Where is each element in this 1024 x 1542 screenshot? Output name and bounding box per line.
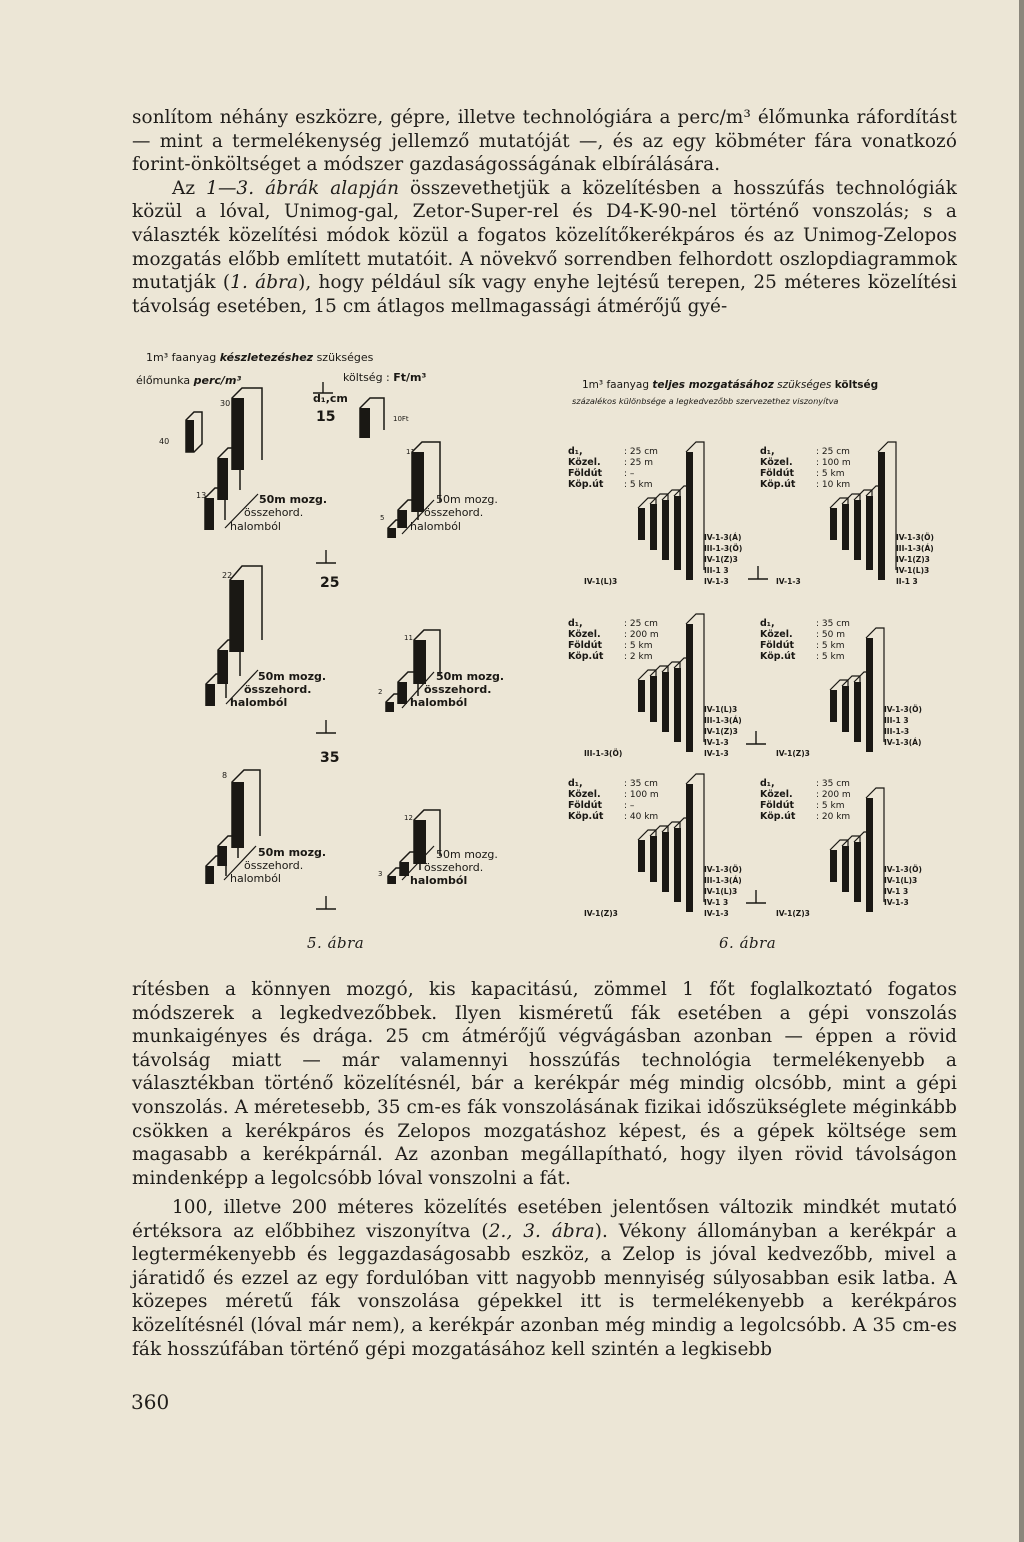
fig6-param-label: Földút [760, 468, 794, 479]
fig6-bar [830, 508, 837, 540]
fig6-param-label: Köp.út [760, 479, 796, 490]
fig6-header-line1: 1m³ faanyag teljes mozgatásához szükséges költség [582, 379, 879, 391]
paragraph-italic: 2., 3. ábra [488, 1220, 595, 1242]
svg-text:11: 11 [404, 634, 413, 642]
fig6-bar-label: IV-1(L)3 [704, 887, 738, 896]
fig5-row1-right-bars [360, 398, 498, 538]
svg-text:összehord.: összehord. [424, 861, 484, 874]
fig6-bar-label: IV-1-3(Ö) [704, 865, 742, 874]
fig6-param-value: : 25 m [624, 458, 653, 468]
fig6-param-label: d₁, [760, 778, 775, 789]
svg-text:22: 22 [222, 571, 233, 580]
fig5-axis-ticks [313, 382, 336, 909]
fig6-param-label: Köp.út [568, 651, 604, 662]
fig6-param-label: Földút [568, 468, 602, 479]
fig6-param-label: Közel. [760, 629, 793, 640]
fig6-panel-6 [760, 778, 922, 918]
fig6-param-label: d₁, [568, 446, 583, 457]
fig6-bar-label: IV-1-3 [704, 909, 729, 918]
fig6-param-value: : 25 cm [624, 619, 658, 629]
svg-text:50m mozg.: 50m mozg. [436, 848, 498, 861]
fig6-bar [830, 690, 837, 722]
fig6-param-value: : 10 km [816, 480, 851, 490]
fig6-bar-label: IV-1(L)3 [884, 876, 918, 885]
fig6-panels [568, 442, 934, 918]
paragraph-text: ), hogy például sík vagy enyhe lejtésű terepen, 25 méteres közelítési távolság esetében, 15 cm átlagos mellmagassági átmérőjű gyé- [132, 272, 958, 317]
fig6-bottom-label: IV-1(Z)3 [776, 909, 810, 918]
fig6-bar-label: IV-1-3(Ö) [884, 865, 922, 874]
svg-text:összehord.: összehord. [244, 859, 304, 872]
fig5-header-cost: költség : Ft/m³ [343, 371, 427, 384]
fig6-param-value: : 200 m [624, 630, 659, 640]
paragraph-italic: 1. ábra [230, 272, 299, 294]
fig6-bar [638, 508, 645, 540]
fig6-bar-label: IV-1-3 [704, 577, 729, 586]
fig6-bar-label: III-1-3(Á) [896, 544, 934, 553]
fig6-param-label: Köp.út [568, 479, 604, 490]
svg-text:12: 12 [404, 814, 413, 822]
fig6-param-value: : – [624, 801, 635, 811]
fig6-param-label: Földút [760, 640, 794, 651]
svg-text:50m mozg.: 50m mozg. [436, 670, 505, 683]
fig6-param-value: : 5 km [816, 801, 845, 811]
fig6-param-value: : 100 m [624, 790, 659, 800]
fig6-bar-label: IV-1-3(Ö) [884, 705, 922, 714]
svg-text:5: 5 [380, 514, 385, 522]
svg-text:50m mozg.: 50m mozg. [258, 670, 327, 683]
fig6-param-label: Közel. [568, 457, 601, 468]
fig6-param-value: : 100 m [816, 458, 851, 468]
fig5-row2-left-bars [206, 566, 326, 709]
fig5-right-axis-label: 10Ft [393, 415, 409, 423]
svg-text:50m mozg.: 50m mozg. [436, 493, 498, 506]
svg-text:összehord.: összehord. [424, 506, 484, 519]
fig6-bar-label: III-1 3 [884, 716, 909, 725]
page-number: 360 [131, 1390, 170, 1414]
fig6-param-label: Közel. [760, 457, 793, 468]
svg-text:halomból: halomból [410, 874, 468, 887]
fig5-row2-right-bars [378, 630, 504, 712]
fig6-param-label: Köp.út [760, 811, 796, 822]
figure-6-caption: 6. ábra [719, 934, 777, 952]
fig6-panel-4 [760, 618, 922, 758]
fig5-header-line2: élőmunka perc/m³ [136, 374, 242, 387]
paragraph-italic: 1—3. ábrák alapján [206, 177, 400, 199]
fig6-bar-label: IV-1 3 [884, 887, 909, 896]
svg-text:13: 13 [196, 491, 207, 500]
fig6-bottom-label: IV-1(Z)3 [776, 749, 810, 758]
fig6-bar [638, 840, 645, 872]
fig6-bottom-label: IV-1(L)3 [584, 577, 618, 586]
fig5-row3-left-bars [206, 770, 326, 885]
fig6-bar-label: IV-1(Z)3 [704, 727, 738, 736]
svg-text:halomból: halomból [230, 696, 288, 709]
fig6-panel-2 [760, 442, 934, 586]
fig6-bar-label: III-1 3 [704, 566, 729, 575]
figure-5 [136, 351, 504, 909]
fig6-panel-1 [568, 442, 742, 586]
fig6-bar [638, 680, 645, 712]
fig6-param-value: : 200 m [816, 790, 851, 800]
fig6-bar-label: IV-1(L)3 [896, 566, 930, 575]
svg-text:halomból: halomból [230, 872, 281, 885]
fig6-bar-label: IV-1-3 [884, 898, 909, 907]
fig6-axis-ticks [746, 566, 768, 903]
fig6-bar-label: IV-1(Z)3 [704, 555, 738, 564]
fig6-param-value: : 5 km [624, 480, 653, 490]
paragraph-text: ). Vékony állományban a kerékpár a legtermékenyebb és leggazdaságosabb eszköz, a Zelop is jóval kedvezőbb, mivel a járatidő és ezzel az egy fordulóban vitt nagyobb mennyiség súlyosabban esik latba. A közepes méretű fák vonszolása gépekkel itt is termelékenyebb a kerékpáros közelítésnél (lóval már nem), a kerékpár azonban még mindig a legolcsóbb. A 35 cm-es fák hosszúfában történő gépi mozgatásához kell szintén a legkisebb [132, 1220, 957, 1360]
fig6-param-label: Földút [760, 800, 794, 811]
fig6-param-value: : 25 cm [624, 447, 658, 457]
paragraph-2: rítésben a könnyen mozgó, kis kapacitású, zömmel 1 főt foglalkoztató fogatos módszerek a legkedvezőbbek. Ilyen kisméretű fák esetében a gépi vonszolás munkaigényes és drága. 25 cm átmérőjű végvágásban azonban — éppen a rövid távolság miatt — már valamennyi hosszúfás technológia termelékenyebb a választékban történő közelítésnél, bár a kerékpár még mindig olcsóbb, mint a gépi vonszolás. A méretesebb, 35 cm-es fák vonszolásának fizikai időszükséglete méginkább csökken a kerékpáros és Zelopos mozgatáshoz képest, és a gépek költsége sem magasabb a kerékpárnál. Az azonban megállapítható, hogy ilyen rövid távolságon mindenképp a legolcsóbb lóval vonszolni a fát. [132, 979, 957, 1189]
fig6-bar-label: IV-1(Z)3 [896, 555, 930, 564]
paragraph-3 [132, 1196, 957, 1361]
fig6-bar-label: IV-1-3 [704, 749, 729, 758]
fig6-bar-label: II-1 3 [896, 577, 918, 586]
fig6-param-label: Földút [568, 800, 602, 811]
fig6-bar-label: III-1-3(Ö) [704, 544, 743, 553]
fig6-bar-label: IV-1-3(Ö) [896, 533, 934, 542]
fig6-param-label: d₁, [568, 618, 583, 629]
fig6-bar [830, 850, 837, 882]
fig6-param-value: : 35 cm [624, 779, 658, 789]
fig6-bar-label: III-1-3(Á) [704, 876, 742, 885]
fig6-param-label: Köp.út [568, 811, 604, 822]
fig6-bar-label: III-1-3 [884, 727, 910, 736]
svg-text:3: 3 [378, 870, 383, 878]
svg-text:50m mozg.: 50m mozg. [259, 493, 328, 506]
fig6-bar-label: IV-1-3(Á) [704, 533, 742, 542]
fig6-param-value: : 5 km [624, 641, 653, 651]
fig6-param-value: : 25 cm [816, 447, 850, 457]
fig6-param-label: Közel. [568, 629, 601, 640]
paragraph-text: Az [172, 177, 207, 199]
fig6-panel-5 [568, 774, 742, 918]
fig6-param-value: : 20 km [816, 812, 851, 822]
fig6-bottom-label: IV-1-3 [776, 577, 801, 586]
paragraph-text: 100, illetve 200 méteres közelítés esetében jelentősen változik mindkét mutató értéksora az előbbihez viszonyítva ( [132, 1197, 957, 1242]
fig6-param-value: : 40 km [624, 812, 659, 822]
svg-text:11: 11 [406, 448, 415, 456]
fig6-bottom-label: III-1-3(Ö) [584, 749, 623, 758]
fig6-bar-label: III-1-3(Á) [704, 716, 742, 725]
svg-text:50m mozg.: 50m mozg. [258, 846, 327, 859]
fig6-bar-label: IV-1(L)3 [704, 705, 738, 714]
fig6-bar-label: IV-1-3 [704, 738, 729, 747]
svg-text:halomból: halomból [230, 520, 281, 533]
fig6-param-label: d₁, [760, 446, 775, 457]
fig6-param-label: Földút [568, 640, 602, 651]
fig6-param-value: : 35 cm [816, 779, 850, 789]
fig6-bar-label: IV-1-3(Á) [884, 738, 922, 747]
svg-text:halomból: halomból [410, 696, 468, 709]
svg-text:összehord.: összehord. [244, 506, 304, 519]
fig6-param-label: Közel. [568, 789, 601, 800]
fig6-param-value: : 5 km [816, 652, 845, 662]
fig5-d-25: 25 [320, 575, 340, 591]
fig6-param-value: : 2 km [624, 652, 653, 662]
fig6-param-label: Köp.út [760, 651, 796, 662]
fig5-header-line1: 1m³ faanyag készletezéshez szükséges [146, 351, 374, 364]
fig6-header-line2: százalékos különbsége a legkedvezőbb szervezethez viszonyítva [572, 396, 839, 406]
fig5-dcm-label: d₁,cm [313, 392, 348, 405]
fig5-d-15: 15 [316, 409, 336, 425]
svg-text:összehord.: összehord. [424, 683, 492, 696]
fig6-param-value: : 5 km [816, 469, 845, 479]
fig6-param-value: : 50 m [816, 630, 845, 640]
fig6-param-label: d₁, [760, 618, 775, 629]
figure-5-caption: 5. ábra [307, 934, 365, 952]
fig5-row3-right-bars [378, 810, 498, 887]
fig6-bar-label: IV-1 3 [704, 898, 729, 907]
svg-text:halomból: halomból [410, 520, 461, 533]
fig6-param-label: Közel. [760, 789, 793, 800]
svg-text:összehord.: összehord. [244, 683, 312, 696]
fig5-d-35: 35 [320, 750, 340, 766]
fig6-param-value: : – [624, 469, 635, 479]
fig6-param-value: : 5 km [816, 641, 845, 651]
paragraph-text: összevethetjük a közelítésben a hosszúfás technológiák közül a lóval, Unimog-gal, Zetor-Super-rel és D4-K-90-nel történő vonszolás; s a választék közelítési módok közül a fogatos közelítőkerékpáros és az Unimog-Zelopos mozgatás előbb említett mutatóit. A növekvő sorrendben felhordott oszlopdiagrammok mutatják ( [132, 177, 957, 294]
fig6-param-value: : 35 cm [816, 619, 850, 629]
svg-text:8: 8 [222, 771, 228, 780]
fig6-bottom-label: IV-1(Z)3 [584, 909, 618, 918]
paragraph-intro-text: sonlítom néhány eszközre, gépre, illetve technológiára a perc/m³ élőmunka ráfordítást — mint a termelékenység jellemző mutatóját —, és az egy köbméter fára vonatkozó forint-önköltséget a módszer gazdaságosságának elbírálására. [132, 107, 957, 176]
fig5-row1-left-bars [159, 388, 327, 533]
svg-text:30: 30 [220, 399, 231, 408]
fig6-param-label: d₁, [568, 778, 583, 789]
svg-text:40: 40 [159, 437, 170, 446]
svg-text:2: 2 [378, 688, 383, 696]
fig6-panel-3 [568, 614, 742, 758]
